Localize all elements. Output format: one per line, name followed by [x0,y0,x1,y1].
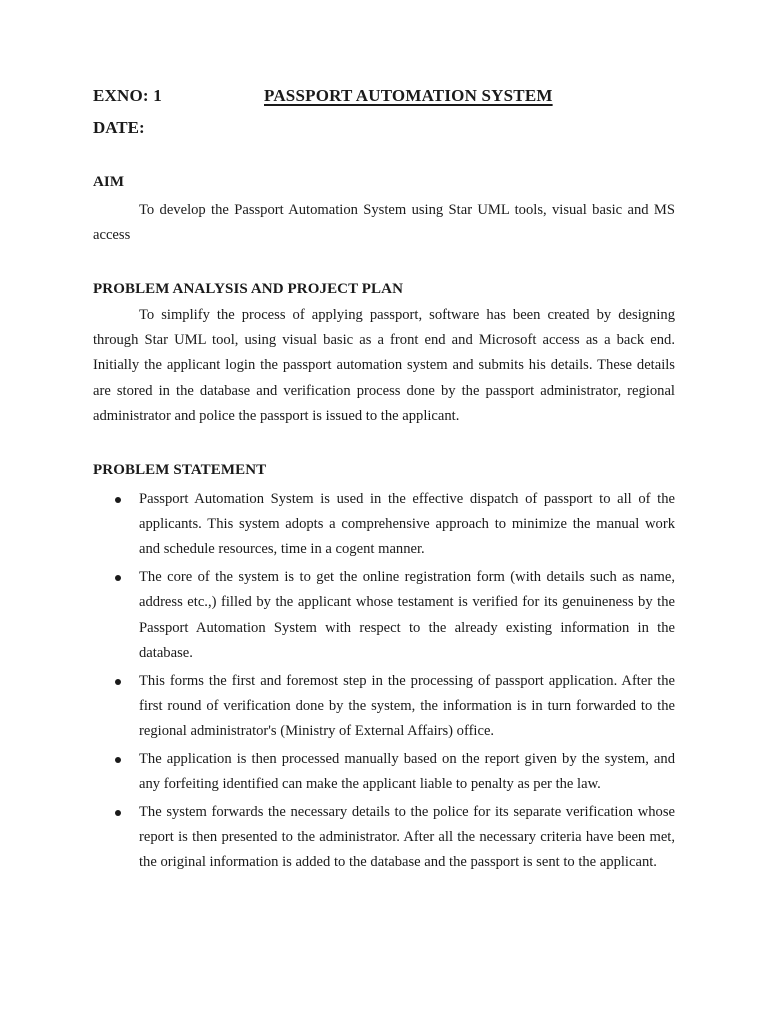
header-row [93,86,693,110]
aim-text: To develop the Passport Automation System using Star UML tools, visual basic and MS access [93,202,675,244]
list-item-text: The application is then processed manually based on the report given by the system, and any forfeiting identified can make the applicant liable to penalty as per the law. [139,750,675,793]
list-item-text: The system forwards the necessary details to the police for its separate verification whose report is then presented to the administrator. After all the necessary criteria have been met, the original information is added to the database and the passport is sent to the applicant. [139,803,675,871]
list-item [93,565,675,666]
aim-heading: AIM [93,174,125,190]
statement-heading: PROBLEM STATEMENT [93,462,267,478]
list-item [93,487,675,563]
list-item [93,800,675,876]
list-item-text: This forms the first and foremost step in the processing of passport application. After the first round of verification done by the system, the information is in turn forwarded to the regional administrator's (Ministry of External Affairs) office. [139,672,675,740]
bullet-icon [115,679,121,685]
list-item-text: The core of the system is to get the online registration form (with details such as name, address etc.,) filled by the applicant whose testament is verified for its genuineness by the Passport Automation System with respect to the already existing information in the database. [139,569,675,661]
list-item [93,747,675,797]
bullet-icon [115,757,121,763]
list-item-text: Passport Automation System is used in the effective dispatch of passport to all of the applicants. This system adopts a comprehensive approach to minimize the manual work and schedule resources, time in a cogent manner. [139,491,675,558]
document-title: PASSPORT AUTOMATION SYSTEM [264,86,553,105]
bullet-icon [115,810,121,816]
problem-statement-list [93,487,675,878]
list-item [93,669,675,745]
bullet-icon [115,497,121,503]
analysis-text: To simplify the process of applying passport, software has been created by designing through Star UML tool, using visual basic as a front end and Microsoft access as a back end. Initially the applicant login the passport automation system and submits his details. These details are stored in the database and verification process done by the passport administrator, regional administrator and police the passport is issued to the applicant. [93,307,675,424]
date-label: DATE: [93,118,145,137]
analysis-heading: PROBLEM ANALYSIS AND PROJECT PLAN [93,281,404,297]
bullet-icon [115,575,121,581]
exercise-number: EXNO: 1 [93,86,162,105]
